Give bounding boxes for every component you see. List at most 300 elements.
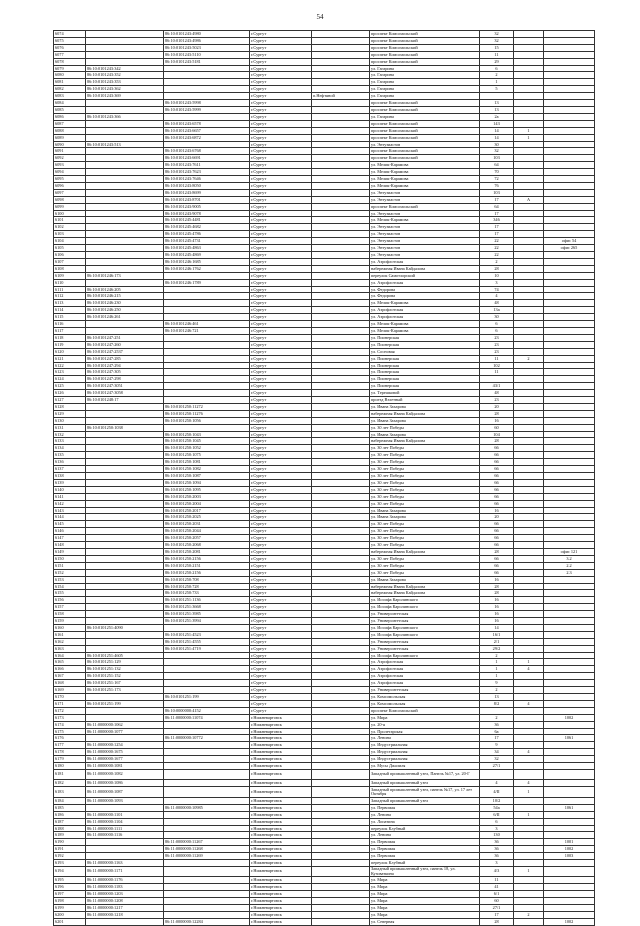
table-row bbox=[54, 780, 595, 787]
house-number-cell: 66 bbox=[480, 535, 514, 542]
table-row bbox=[54, 93, 595, 100]
building-cell bbox=[514, 224, 544, 231]
building-cell bbox=[514, 362, 544, 369]
land-cadastral-number-cell bbox=[86, 403, 164, 410]
city-cell: г.Сургут bbox=[250, 300, 312, 307]
settlement-cell bbox=[312, 403, 370, 410]
city-cell: г.Нижневартовск bbox=[250, 891, 312, 898]
table-row bbox=[54, 238, 595, 245]
house-number-cell: 11 bbox=[480, 51, 514, 58]
premises-cell bbox=[544, 638, 595, 645]
premises-cell bbox=[544, 307, 595, 314]
row-number-cell: 6155 bbox=[54, 590, 86, 597]
row-number-cell: 6105 bbox=[54, 245, 86, 252]
land-cadastral-number-cell bbox=[86, 466, 164, 473]
building-cell bbox=[514, 583, 544, 590]
settlement-cell bbox=[312, 756, 370, 763]
city-cell: г.Сургут bbox=[250, 127, 312, 134]
city-cell: г.Сургут bbox=[250, 631, 312, 638]
building-cadastral-number-cell: 86:10:0101243:4986 bbox=[164, 37, 250, 44]
building-cell bbox=[514, 431, 544, 438]
city-cell: г.Сургут bbox=[250, 348, 312, 355]
land-cadastral-number-cell bbox=[86, 473, 164, 480]
building-cadastral-number-cell: 86:10:0101250:1094 bbox=[164, 479, 250, 486]
street-cell: проспект Комсомольский bbox=[370, 37, 480, 44]
settlement-cell bbox=[312, 548, 370, 555]
row-number-cell: 6134 bbox=[54, 445, 86, 452]
premises-cell bbox=[544, 176, 595, 183]
city-cell: г.Нижневартовск bbox=[250, 797, 312, 804]
row-number-cell: 6094 bbox=[54, 169, 86, 176]
building-cadastral-number-cell: 86:10:0101243:6691 bbox=[164, 155, 250, 162]
house-number-cell: 23 bbox=[480, 341, 514, 348]
land-cadastral-number-cell bbox=[86, 217, 164, 224]
street-cell: переулок Клубный bbox=[370, 860, 480, 867]
city-cell: г.Сургут bbox=[250, 583, 312, 590]
settlement-cell bbox=[312, 611, 370, 618]
city-cell: г.Сургут bbox=[250, 293, 312, 300]
table-row bbox=[54, 825, 595, 832]
settlement-cell bbox=[312, 898, 370, 905]
table-row bbox=[54, 86, 595, 93]
building-cell bbox=[514, 590, 544, 597]
building-cell bbox=[514, 272, 544, 279]
land-cadastral-number-cell: 86:10:0101246:205 bbox=[86, 286, 164, 293]
city-cell: г.Сургут bbox=[250, 659, 312, 666]
settlement-cell bbox=[312, 245, 370, 252]
table-row bbox=[54, 113, 595, 120]
land-cadastral-number-cell bbox=[86, 44, 164, 51]
house-number-cell: 13 bbox=[480, 106, 514, 113]
city-cell: г.Сургут bbox=[250, 486, 312, 493]
house-number-cell: 4/II bbox=[480, 787, 514, 798]
city-cell: г.Сургут bbox=[250, 466, 312, 473]
building-cadastral-number-cell: 86:10:0101250:1082 bbox=[164, 466, 250, 473]
land-cadastral-number-cell bbox=[86, 486, 164, 493]
house-number-cell: 10 bbox=[480, 272, 514, 279]
table-row bbox=[54, 846, 595, 853]
house-number-cell: 2 bbox=[480, 652, 514, 659]
house-number-cell bbox=[480, 376, 514, 383]
land-cadastral-number-cell: 86:11:0000000:1082 bbox=[86, 769, 164, 780]
table-row bbox=[54, 321, 595, 328]
premises-cell bbox=[544, 749, 595, 756]
settlement-cell bbox=[312, 624, 370, 631]
street-cell: переулок Самотлорский bbox=[370, 272, 480, 279]
city-cell: г.Сургут bbox=[250, 72, 312, 79]
premises-cell bbox=[544, 742, 595, 749]
street-cell: ул. 30 лет Победы bbox=[370, 569, 480, 576]
table-row bbox=[54, 562, 595, 569]
city-cell: г.Сургут bbox=[250, 189, 312, 196]
street-cell: ул. Ивана Захарова bbox=[370, 514, 480, 521]
city-cell: г.Нижневартовск bbox=[250, 804, 312, 811]
building-cell bbox=[514, 763, 544, 770]
settlement-cell bbox=[312, 853, 370, 860]
city-cell: г.Нижневартовск bbox=[250, 853, 312, 860]
row-number-cell: 6120 bbox=[54, 348, 86, 355]
house-number-cell: 104 bbox=[480, 431, 514, 438]
house-number-cell: 36 bbox=[480, 839, 514, 846]
land-cadastral-number-cell: 86:10:0101243:352 bbox=[86, 72, 164, 79]
premises-cell bbox=[544, 486, 595, 493]
land-cadastral-number-cell: 86:11:0000000:1077 bbox=[86, 728, 164, 735]
city-cell: г.Сургут bbox=[250, 155, 312, 162]
premises-cell bbox=[544, 31, 595, 38]
building-cell bbox=[514, 466, 544, 473]
city-cell: г.Сургут bbox=[250, 410, 312, 417]
house-number-cell: 1 bbox=[480, 673, 514, 680]
city-cell: г.Сургут bbox=[250, 79, 312, 86]
table-row bbox=[54, 500, 595, 507]
settlement-cell bbox=[312, 272, 370, 279]
building-cell bbox=[514, 597, 544, 604]
house-number-cell: 11 bbox=[480, 355, 514, 362]
city-cell: г.Сургут bbox=[250, 479, 312, 486]
building-cadastral-number-cell: 86:10:0101243:5998 bbox=[164, 100, 250, 107]
building-cell bbox=[514, 210, 544, 217]
building-cell bbox=[514, 673, 544, 680]
street-cell: ул. Энтузиастов bbox=[370, 210, 480, 217]
premises-cell: офис 265 bbox=[544, 245, 595, 252]
building-cadastral-number-cell bbox=[164, 383, 250, 390]
table-row bbox=[54, 127, 595, 134]
street-cell: Западный промышленный узел, панель 18, ул. Кузоваткина bbox=[370, 866, 480, 877]
city-cell: г.Нижневартовск bbox=[250, 735, 312, 742]
premises-cell bbox=[544, 911, 595, 918]
settlement-cell bbox=[312, 196, 370, 203]
row-number-cell: 6194 bbox=[54, 866, 86, 877]
house-number-cell: 16 bbox=[480, 611, 514, 618]
settlement-cell bbox=[312, 645, 370, 652]
building-cadastral-number-cell bbox=[164, 341, 250, 348]
building-cadastral-number-cell: 86:10:0101250:2151 bbox=[164, 562, 250, 569]
building-cadastral-number-cell bbox=[164, 673, 250, 680]
settlement-cell bbox=[312, 877, 370, 884]
building-cadastral-number-cell bbox=[164, 825, 250, 832]
house-number-cell: 6 bbox=[480, 65, 514, 72]
city-cell: г.Нижневартовск bbox=[250, 811, 312, 818]
building-cell bbox=[514, 58, 544, 65]
premises-cell bbox=[544, 120, 595, 127]
row-number-cell: 6129 bbox=[54, 410, 86, 417]
street-cell: ул. Энтузиастов bbox=[370, 245, 480, 252]
street-cell: ул. Пролетарская bbox=[370, 728, 480, 735]
row-number-cell: 6148 bbox=[54, 542, 86, 549]
land-cadastral-number-cell bbox=[86, 196, 164, 203]
table-row bbox=[54, 162, 595, 169]
building-cell bbox=[514, 618, 544, 625]
street-cell: ул. Гагарина bbox=[370, 93, 480, 100]
land-cadastral-number-cell bbox=[86, 431, 164, 438]
settlement-cell bbox=[312, 555, 370, 562]
building-cadastral-number-cell: 86:10:0101250:1087 bbox=[164, 473, 250, 480]
house-number-cell: 13 bbox=[480, 694, 514, 701]
land-cadastral-number-cell bbox=[86, 618, 164, 625]
house-number-cell: 17 bbox=[480, 210, 514, 217]
row-number-cell: 6157 bbox=[54, 604, 86, 611]
street-cell: ул. 30 лет Победы bbox=[370, 445, 480, 452]
building-cell bbox=[514, 853, 544, 860]
city-cell: г.Сургут bbox=[250, 279, 312, 286]
table-row bbox=[54, 169, 595, 176]
building-cadastral-number-cell: 86:10:0101243:4980 bbox=[164, 31, 250, 38]
row-number-cell: 6161 bbox=[54, 631, 86, 638]
city-cell: г.Нижневартовск bbox=[250, 905, 312, 912]
house-number-cell: 32 bbox=[480, 148, 514, 155]
building-cadastral-number-cell bbox=[164, 307, 250, 314]
building-cadastral-number-cell bbox=[164, 65, 250, 72]
city-cell: г.Нижневартовск bbox=[250, 769, 312, 780]
street-cell: ул. Аэрофлотская bbox=[370, 680, 480, 687]
street-cell: ул. 30 лет Победы bbox=[370, 542, 480, 549]
city-cell: г.Сургут bbox=[250, 459, 312, 466]
land-cadastral-number-cell: 86:11:0000000:1208 bbox=[86, 898, 164, 905]
row-number-cell: 6077 bbox=[54, 51, 86, 58]
land-cadastral-number-cell: 86:11:0000000:1081 bbox=[86, 763, 164, 770]
building-cell: А bbox=[514, 196, 544, 203]
street-cell: ул. Энтузиастов bbox=[370, 238, 480, 245]
house-number-cell: 76 bbox=[480, 182, 514, 189]
land-cadastral-number-cell bbox=[86, 238, 164, 245]
table-row bbox=[54, 877, 595, 884]
table-row bbox=[54, 148, 595, 155]
building-cell bbox=[514, 238, 544, 245]
premises-cell bbox=[544, 624, 595, 631]
settlement-cell bbox=[312, 258, 370, 265]
building-cadastral-number-cell: 86:11:0000000:11269 bbox=[164, 853, 250, 860]
land-cadastral-number-cell bbox=[86, 445, 164, 452]
house-number-cell: 48 bbox=[480, 300, 514, 307]
building-cadastral-number-cell bbox=[164, 769, 250, 780]
premises-cell bbox=[544, 631, 595, 638]
city-cell: г.Сургут bbox=[250, 369, 312, 376]
building-cell bbox=[514, 555, 544, 562]
premises-cell bbox=[544, 898, 595, 905]
land-cadastral-number-cell: 86:11:0000000:1183 bbox=[86, 884, 164, 891]
row-number-cell: 6199 bbox=[54, 905, 86, 912]
street-cell: ул. Аэрофлотская bbox=[370, 666, 480, 673]
premises-cell bbox=[544, 286, 595, 293]
street-cell: ул. 30 лет Победы bbox=[370, 486, 480, 493]
land-cadastral-number-cell: 86:10:0101246:250 bbox=[86, 307, 164, 314]
house-number-cell: 20 bbox=[480, 514, 514, 521]
premises-cell: офис 121 bbox=[544, 548, 595, 555]
city-cell: г.Сургут bbox=[250, 355, 312, 362]
house-number-cell: 22 bbox=[480, 252, 514, 259]
street-cell: ул. Терешковой bbox=[370, 390, 480, 397]
settlement-cell bbox=[312, 583, 370, 590]
building-cell bbox=[514, 93, 544, 100]
building-cadastral-number-cell bbox=[164, 369, 250, 376]
row-number-cell: 6127 bbox=[54, 397, 86, 404]
row-number-cell: 6087 bbox=[54, 120, 86, 127]
building-cadastral-number-cell: 86:10:0101250:1043 bbox=[164, 431, 250, 438]
building-cell bbox=[514, 293, 544, 300]
land-cadastral-number-cell: 86:10:0101251:129 bbox=[86, 659, 164, 666]
house-number-cell: 27/1 bbox=[480, 763, 514, 770]
building-cell bbox=[514, 369, 544, 376]
house-number-cell: 66 bbox=[480, 528, 514, 535]
building-cadastral-number-cell: 86:10:0101250:2004 bbox=[164, 500, 250, 507]
street-cell: ул. Иосифа Каролинского bbox=[370, 631, 480, 638]
building-cadastral-number-cell: 86:10:0101250:11272 bbox=[164, 403, 250, 410]
building-cadastral-number-cell bbox=[164, 749, 250, 756]
land-cadastral-number-cell bbox=[86, 839, 164, 846]
city-cell: г.Сургут bbox=[250, 590, 312, 597]
building-cadastral-number-cell bbox=[164, 652, 250, 659]
street-cell: ул. Пионерская bbox=[370, 334, 480, 341]
building-cadastral-number-cell: 86:10:0101251:199 bbox=[164, 694, 250, 701]
settlement-cell bbox=[312, 652, 370, 659]
building-cadastral-number-cell: 86:10:0101243:7646 bbox=[164, 176, 250, 183]
building-cadastral-number-cell: 86:10:0101251:3985 bbox=[164, 611, 250, 618]
row-number-cell: 6103 bbox=[54, 231, 86, 238]
row-number-cell: 6078 bbox=[54, 58, 86, 65]
street-cell: проспект Комсомольский bbox=[370, 31, 480, 38]
table-row bbox=[54, 811, 595, 818]
table-row bbox=[54, 424, 595, 431]
table-row bbox=[54, 542, 595, 549]
land-cadastral-number-cell: 86:11:0000000:1677 bbox=[86, 756, 164, 763]
row-number-cell: 6110 bbox=[54, 279, 86, 286]
settlement-cell bbox=[312, 155, 370, 162]
table-row bbox=[54, 645, 595, 652]
street-cell: ул. Энтузиастов bbox=[370, 231, 480, 238]
settlement-cell bbox=[312, 314, 370, 321]
premises-cell bbox=[544, 37, 595, 44]
house-number-cell: 32 bbox=[480, 37, 514, 44]
land-cadastral-number-cell: 86:10:0101247:305 bbox=[86, 369, 164, 376]
street-cell: ул. Федорова bbox=[370, 293, 480, 300]
city-cell: г.Сургут bbox=[250, 376, 312, 383]
row-number-cell: 6175 bbox=[54, 728, 86, 735]
land-cadastral-number-cell bbox=[86, 321, 164, 328]
land-cadastral-number-cell: 86:10:0101247:3058 bbox=[86, 390, 164, 397]
city-cell: г.Нижневартовск bbox=[250, 846, 312, 853]
house-number-cell: 17 bbox=[480, 231, 514, 238]
street-cell: ул. Ивана Захарова bbox=[370, 507, 480, 514]
table-row bbox=[54, 245, 595, 252]
house-number-cell: 1 bbox=[480, 79, 514, 86]
land-cadastral-number-cell bbox=[86, 714, 164, 721]
settlement-cell bbox=[312, 500, 370, 507]
building-cell bbox=[514, 818, 544, 825]
settlement-cell bbox=[312, 514, 370, 521]
street-cell: ул. Гагарина bbox=[370, 86, 480, 93]
street-cell: ул. Лопатина bbox=[370, 818, 480, 825]
building-cadastral-number-cell bbox=[164, 376, 250, 383]
building-cell bbox=[514, 728, 544, 735]
land-cadastral-number-cell: 86:11:0000000:1093 bbox=[86, 797, 164, 804]
land-cadastral-number-cell: 86:10:0101251:167 bbox=[86, 680, 164, 687]
building-cadastral-number-cell bbox=[164, 756, 250, 763]
row-number-cell: 6126 bbox=[54, 390, 86, 397]
building-cadastral-number-cell: 86:10:0101250:1045 bbox=[164, 438, 250, 445]
premises-cell bbox=[544, 780, 595, 787]
land-cadastral-number-cell: 86:10:0101247:3051 bbox=[86, 383, 164, 390]
land-cadastral-number-cell: 86:11:0000000:1217 bbox=[86, 905, 164, 912]
building-cadastral-number-cell bbox=[164, 860, 250, 867]
building-cell bbox=[514, 905, 544, 912]
house-number-cell: 66 bbox=[480, 542, 514, 549]
city-cell: г.Нижневартовск bbox=[250, 839, 312, 846]
street-cell: набережная Ивана Кайдалова bbox=[370, 410, 480, 417]
street-cell: проспект Комсомольский bbox=[370, 127, 480, 134]
land-cadastral-number-cell bbox=[86, 106, 164, 113]
building-cadastral-number-cell: 86:10:0101251:4523 bbox=[164, 631, 250, 638]
building-cell bbox=[514, 569, 544, 576]
building-cadastral-number-cell: 86:10:0101243:7611 bbox=[164, 162, 250, 169]
street-cell: ул. Сосновая bbox=[370, 348, 480, 355]
city-cell: г.Нижневартовск bbox=[250, 884, 312, 891]
house-number-cell: 2 bbox=[480, 714, 514, 721]
row-number-cell: 6108 bbox=[54, 265, 86, 272]
premises-cell bbox=[544, 860, 595, 867]
premises-cell bbox=[544, 769, 595, 780]
building-cell bbox=[514, 860, 544, 867]
row-number-cell: 6183 bbox=[54, 787, 86, 798]
house-number-cell: 64 bbox=[480, 162, 514, 169]
table-row bbox=[54, 521, 595, 528]
land-cadastral-number-cell bbox=[86, 555, 164, 562]
building-cell bbox=[514, 182, 544, 189]
building-cadastral-number-cell: 86:10:0101246:1789 bbox=[164, 279, 250, 286]
row-number-cell: 6125 bbox=[54, 383, 86, 390]
row-number-cell: 6106 bbox=[54, 252, 86, 259]
land-cadastral-number-cell bbox=[86, 528, 164, 535]
building-cell bbox=[514, 918, 544, 925]
premises-cell: 1003 bbox=[544, 853, 595, 860]
street-cell: Западный промышленный узел bbox=[370, 797, 480, 804]
settlement-cell bbox=[312, 265, 370, 272]
city-cell: г.Сургут bbox=[250, 403, 312, 410]
building-cell bbox=[514, 44, 544, 51]
building-cell bbox=[514, 341, 544, 348]
building-cell bbox=[514, 162, 544, 169]
building-cell bbox=[514, 714, 544, 721]
row-number-cell: 6142 bbox=[54, 500, 86, 507]
premises-cell bbox=[544, 362, 595, 369]
settlement-cell bbox=[312, 182, 370, 189]
building-cell bbox=[514, 528, 544, 535]
house-number-cell: 10/2 bbox=[480, 797, 514, 804]
land-cadastral-number-cell bbox=[86, 182, 164, 189]
row-number-cell: 6102 bbox=[54, 224, 86, 231]
building-cell bbox=[514, 687, 544, 694]
row-number-cell: 6122 bbox=[54, 362, 86, 369]
row-number-cell: 6151 bbox=[54, 562, 86, 569]
house-number-cell: 30 bbox=[480, 141, 514, 148]
building-cadastral-number-cell bbox=[164, 811, 250, 818]
land-cadastral-number-cell: 86:10:0101247:298 bbox=[86, 376, 164, 383]
premises-cell bbox=[544, 258, 595, 265]
land-cadastral-number-cell: 86:10:0101251:4090 bbox=[86, 624, 164, 631]
table-row bbox=[54, 631, 595, 638]
table-row bbox=[54, 155, 595, 162]
building-cell bbox=[514, 438, 544, 445]
city-cell: г.Сургут bbox=[250, 321, 312, 328]
building-cadastral-number-cell bbox=[164, 72, 250, 79]
street-cell: ул. Индустриальная bbox=[370, 749, 480, 756]
land-cadastral-number-cell bbox=[86, 548, 164, 555]
building-cadastral-number-cell: 86:10:0101251:3994 bbox=[164, 618, 250, 625]
settlement-cell bbox=[312, 562, 370, 569]
premises-cell bbox=[544, 300, 595, 307]
house-number-cell: 14 bbox=[480, 127, 514, 134]
premises-cell bbox=[544, 576, 595, 583]
city-cell: г.Сургут bbox=[250, 624, 312, 631]
